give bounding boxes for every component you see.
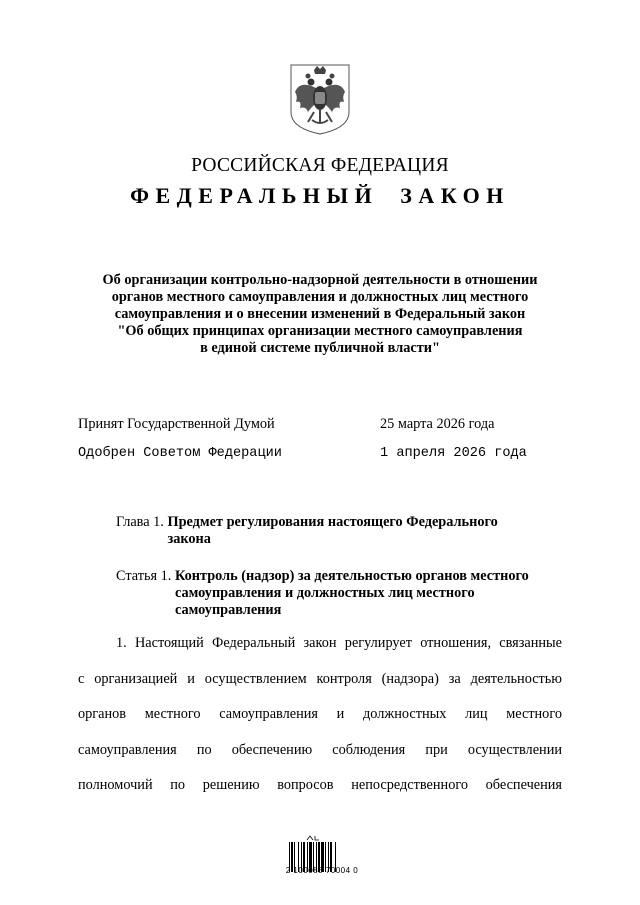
council-approval-label: Одобрен Советом Федерации (78, 446, 282, 461)
law-title-line: органов местного самоуправления и должностных лиц местного (111, 289, 529, 305)
article-title-line: самоуправления (174, 602, 282, 618)
article-title (175, 568, 529, 619)
article-body-paragraph (78, 626, 562, 804)
article-label: Статья 1. (116, 568, 175, 584)
law-title-line: Об организации контрольно-надзорной деятельности в отношении (102, 272, 538, 288)
council-approval-date: 1 апреля 2026 года (380, 446, 527, 461)
duma-adoption-date: 25 марта 2026 года (380, 416, 495, 432)
chapter-title-line: закона (167, 531, 211, 547)
chapter-title-line: Предмет регулирования настоящего Федерального (167, 514, 498, 530)
law-type: ФЕДЕРАЛЬНЫЙ ЗАКОН (130, 183, 510, 208)
paragraph-line: 1. Настоящий Федеральный закон регулирует отношения, связанные (116, 635, 562, 651)
chapter-label: Глава 1. (116, 514, 168, 530)
law-title-line: в единой системе публичной власти" (200, 340, 440, 356)
article-title-line: Контроль (надзор) за деятельностью органов местного (174, 568, 529, 584)
russian-coat-of-arms-icon (286, 62, 354, 136)
law-title-line: "Об общих принципах организации местного самоуправления (117, 323, 523, 339)
law-title-line: самоуправления и о внесении изменений в Федеральный закон (114, 306, 526, 322)
article-title-line: самоуправления и должностных лиц местного (174, 585, 475, 601)
country-name: РОССИЙСКАЯ ФЕДЕРАЦИЯ (191, 155, 449, 176)
law-title (78, 272, 562, 357)
duma-adoption-label: Принят Государственной Думой (78, 416, 275, 432)
paragraph-line: органов местного самоуправления и должностных лиц местного (78, 706, 562, 722)
paragraph-line: с организацией и осуществлением контроля (надзора) за деятельностью (78, 670, 562, 687)
barcode-mark-icon (306, 835, 320, 843)
paragraph-line: полномочий по решению вопросов непосредственного обеспечения (78, 777, 562, 793)
chapter-heading (116, 514, 556, 548)
barcode-icon (288, 836, 352, 892)
chapter-title (167, 514, 497, 548)
article-heading (116, 568, 562, 619)
paragraph-line: самоуправления по обеспечению соблюдения при осуществлении (78, 741, 562, 758)
barcode-number: 2 100088 70004 0 (285, 866, 359, 875)
